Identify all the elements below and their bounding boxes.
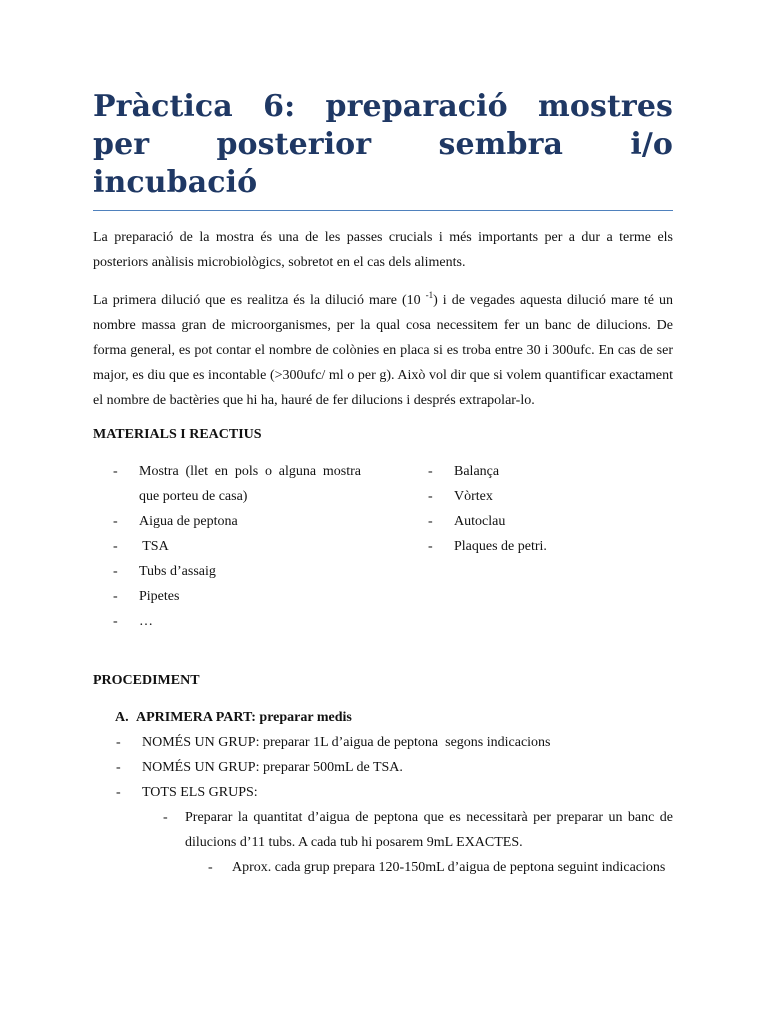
- list-item: [93, 855, 673, 880]
- list-item: [113, 559, 361, 584]
- document-page: [93, 88, 673, 880]
- list-item: [113, 459, 361, 509]
- list-item: [113, 509, 361, 534]
- material-label: Autoclau: [454, 514, 506, 529]
- dash-bullet: -: [116, 785, 121, 800]
- dash-bullet: -: [113, 539, 118, 554]
- material-label: Mostra (llet en pols o alguna mostra que porteu de casa): [139, 464, 361, 504]
- materials-left-column: [113, 459, 361, 634]
- material-label: …: [139, 614, 153, 629]
- list-item: [93, 730, 673, 755]
- list-item: [428, 459, 648, 484]
- procedure-item-text: TOTS ELS GRUPS:: [142, 785, 258, 800]
- procedure-item-text: NOMÉS UN GRUP: preparar 1L d’aigua de peptona segons indicacions: [142, 735, 551, 750]
- material-label: Aigua de peptona: [139, 514, 238, 529]
- materials-right-column: [428, 459, 648, 559]
- step-a-label: APRIMERA PART: preparar medis: [136, 710, 352, 725]
- list-item: [428, 534, 648, 559]
- page-title: Pràctica 6: preparació mostres per posterior sembra i/o incubació: [93, 89, 673, 200]
- material-label: Tubs d’assaig: [139, 564, 216, 579]
- procedure-heading: PROCEDIMENT: [93, 673, 200, 688]
- dash-bullet: -: [113, 514, 118, 529]
- dilution-exponent: -1: [425, 290, 434, 300]
- list-item: [428, 509, 648, 534]
- dash-bullet: -: [113, 464, 118, 479]
- list-item: [113, 584, 361, 609]
- list-item: [113, 609, 361, 634]
- dash-bullet: -: [163, 810, 168, 825]
- list-item: [113, 534, 361, 559]
- material-label: Balança: [454, 464, 500, 479]
- dash-bullet: -: [428, 539, 433, 554]
- dash-bullet: -: [428, 464, 433, 479]
- dash-bullet: -: [116, 735, 121, 750]
- dash-bullet: -: [113, 564, 118, 579]
- intro-paragraph-2: [93, 288, 673, 413]
- dash-bullet: -: [116, 760, 121, 775]
- material-label: TSA: [139, 539, 169, 554]
- dash-bullet: -: [428, 489, 433, 504]
- material-label: Plaques de petri.: [454, 539, 547, 554]
- dash-bullet: -: [208, 860, 213, 875]
- intro-paragraph-1: La preparació de la mostra és una de les passes crucials i més importants per a dur a terme els posteriors anàlisis microbiològics, sobretot en el cas dels aliments.: [93, 230, 673, 270]
- list-item: [93, 780, 673, 805]
- intro-paragraph-2-rest: ) i de vegades aquesta dilució mare té un nombre massa gran de microorganismes, per la qual cosa necessitem fer un banc de dilucions. De forma general, es pot contar el nombre de colònies en placa si es troba entre 30 i 300ufc. En cas de ser major, es diu que es incontable (>300ufc/ ml o per g). Això vol dir que si volem quantificar exactament el nombre de bactèries que hi ha, hauré de fer dilucions i després extrapolar-lo.: [93, 293, 673, 408]
- dash-bullet: -: [428, 514, 433, 529]
- procedure-steps: [93, 705, 673, 880]
- procedure-sub-sub-item-text: Aprox. cada grup prepara 120-150mL d’aigua de peptona seguint indicacions: [232, 860, 666, 875]
- list-item: [428, 484, 648, 509]
- step-marker: A.: [115, 710, 129, 725]
- material-label: Vòrtex: [454, 489, 493, 504]
- list-item: [93, 755, 673, 780]
- materials-heading: MATERIALS I REACTIUS: [93, 427, 262, 442]
- intro-paragraph-2-start: La primera dilució que es realitza és la dilució mare (10: [93, 293, 426, 308]
- list-item: [93, 805, 673, 855]
- dash-bullet: -: [113, 614, 118, 629]
- step-a-heading: [93, 705, 673, 730]
- title-underline: [93, 210, 673, 211]
- procedure-item-text: NOMÉS UN GRUP: preparar 500mL de TSA.: [142, 760, 403, 775]
- dash-bullet: -: [113, 589, 118, 604]
- material-label: Pipetes: [139, 589, 180, 604]
- materials-list: [93, 459, 673, 629]
- procedure-sub-item-text: Preparar la quantitat d’aigua de peptona que es necessitarà per preparar un banc de dilucions d’11 tubs. A cada tub hi posarem 9mL EXACTES.: [185, 810, 673, 850]
